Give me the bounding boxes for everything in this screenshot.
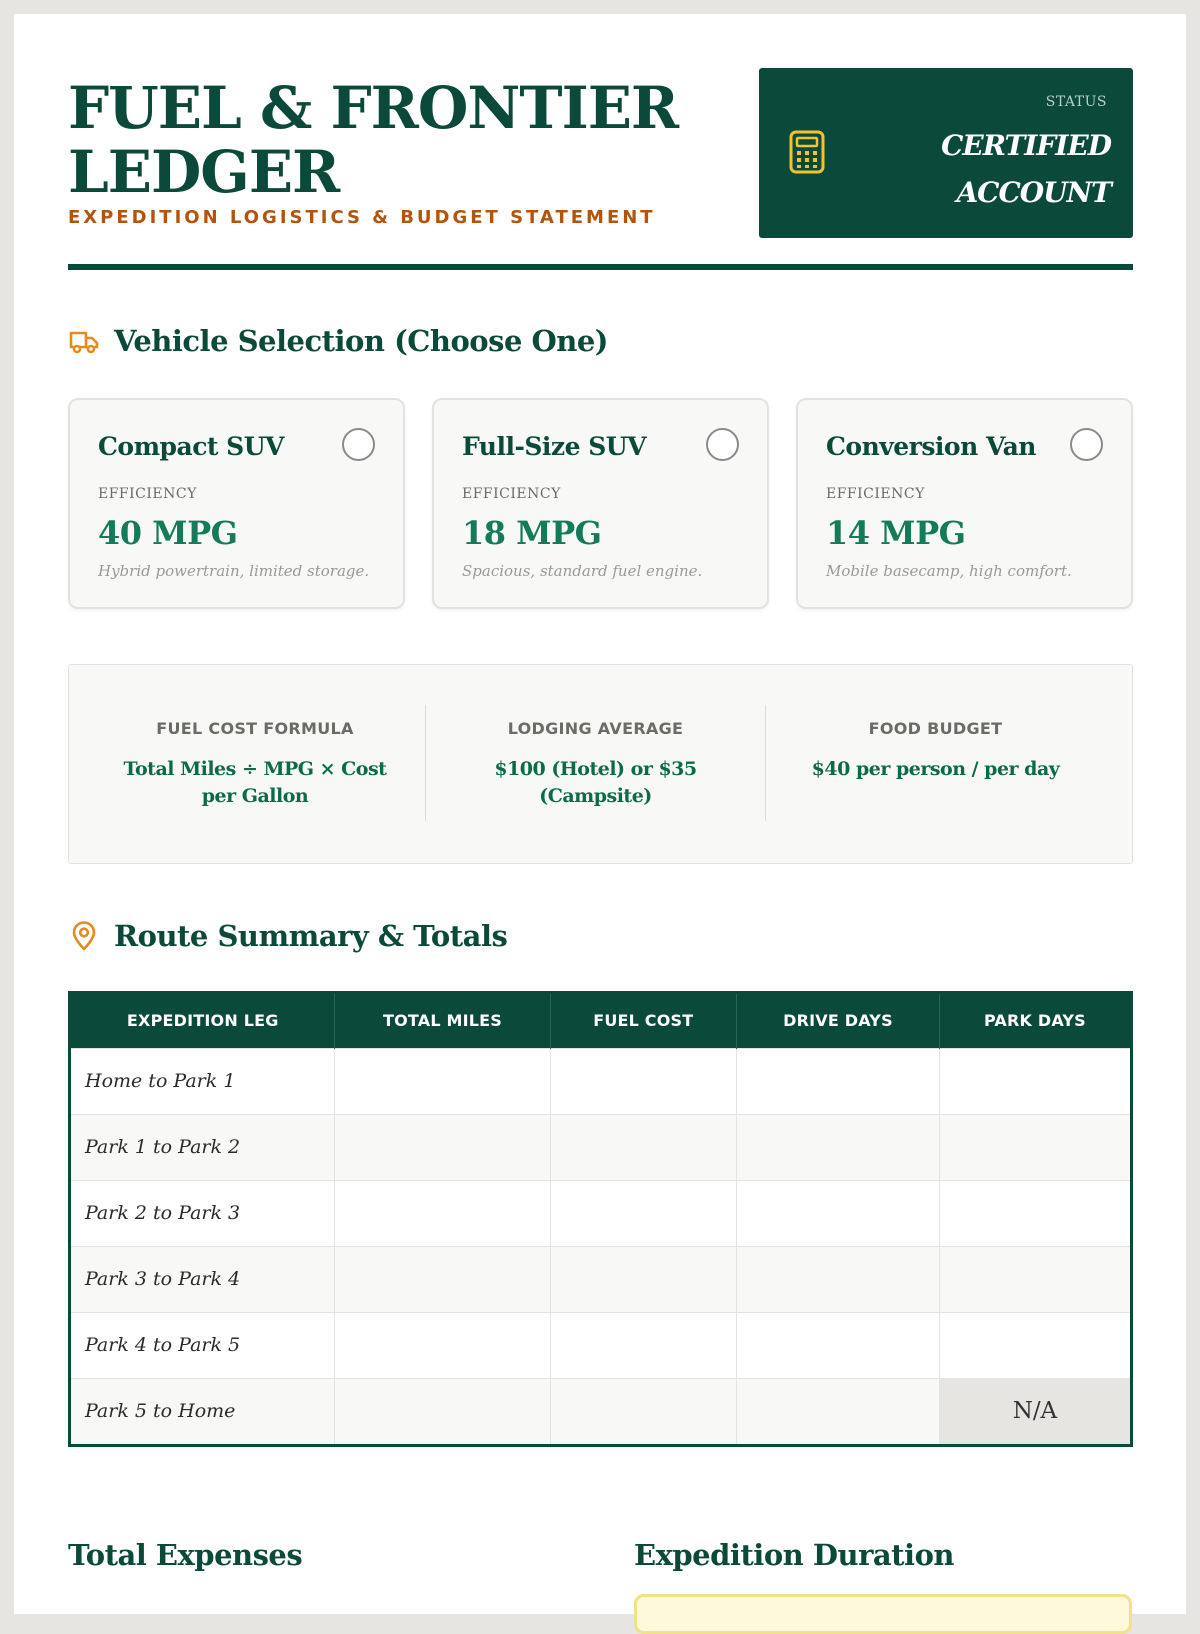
efficiency-value: 40 MPG	[98, 514, 238, 552]
park-days-cell[interactable]	[939, 1180, 1130, 1246]
formula-fuel-cost	[85, 705, 425, 821]
vehicle-description: Mobile basecamp, high comfort.	[826, 562, 1072, 580]
drive-days-cell[interactable]	[737, 1180, 940, 1246]
status-value-line-2: ACCOUNT	[956, 176, 1111, 209]
ledger-page	[14, 14, 1186, 1614]
table-row	[71, 1114, 1130, 1180]
miles-cell[interactable]	[335, 1048, 550, 1114]
truck-icon	[68, 325, 100, 357]
vehicle-section-heading	[68, 324, 608, 358]
park-days-cell[interactable]	[939, 1312, 1130, 1378]
formula-value: $40 per person / per day	[811, 758, 1060, 780]
efficiency-label: EFFICIENCY	[462, 486, 561, 502]
vehicle-radio[interactable]	[342, 428, 375, 461]
miles-cell[interactable]	[335, 1114, 550, 1180]
header-divider	[68, 264, 1133, 270]
vehicle-description: Hybrid powertrain, limited storage.	[98, 562, 370, 580]
fuel-cost-cell[interactable]	[550, 1114, 737, 1180]
formula-label: FOOD BUDGET	[868, 719, 1003, 738]
formula-lodging	[425, 705, 765, 821]
leg-cell: Park 1 to Park 2	[71, 1114, 335, 1180]
miles-cell[interactable]	[335, 1180, 550, 1246]
vehicle-card-full-size-suv[interactable]	[432, 398, 769, 609]
total-expenses-heading: Total Expenses	[68, 1538, 303, 1572]
miles-cell[interactable]	[335, 1378, 550, 1444]
calculator-icon	[789, 130, 825, 174]
table-row	[71, 1180, 1130, 1246]
fuel-cost-cell[interactable]	[550, 1312, 737, 1378]
vehicle-radio[interactable]	[706, 428, 739, 461]
efficiency-label: EFFICIENCY	[98, 486, 197, 502]
fuel-cost-cell[interactable]	[550, 1180, 737, 1246]
vehicle-name: Compact SUV	[98, 432, 284, 461]
table-header-row	[71, 994, 1130, 1048]
drive-days-cell[interactable]	[737, 1246, 940, 1312]
park-days-cell[interactable]	[939, 1246, 1130, 1312]
status-value-line-1: CERTIFIED	[941, 129, 1111, 162]
column-header-park-days: PARK DAYS	[939, 994, 1130, 1048]
column-header-fuel-cost: FUEL COST	[550, 994, 737, 1048]
formula-panel	[68, 664, 1133, 864]
page-subtitle: EXPEDITION LOGISTICS & BUDGET STATEMENT	[68, 207, 656, 228]
table-row	[71, 1048, 1130, 1114]
formula-label: LODGING AVERAGE	[507, 719, 684, 738]
fuel-cost-cell[interactable]	[550, 1378, 737, 1444]
vehicle-card-conversion-van[interactable]	[796, 398, 1133, 609]
column-header-leg: EXPEDITION LEG	[71, 994, 335, 1048]
park-days-cell-na: N/A	[939, 1378, 1130, 1444]
map-pin-icon	[68, 920, 100, 952]
table-row	[71, 1312, 1130, 1378]
drive-days-cell[interactable]	[737, 1312, 940, 1378]
page-title	[68, 76, 708, 204]
formula-label: FUEL COST FORMULA	[156, 719, 354, 738]
drive-days-cell[interactable]	[737, 1114, 940, 1180]
route-section-heading	[68, 919, 507, 953]
vehicle-section-title: Vehicle Selection (Choose One)	[114, 324, 609, 358]
formula-value: Total Miles ÷ MPG × Cost per Gallon	[123, 758, 387, 807]
status-label: STATUS	[1045, 94, 1107, 110]
vehicle-name: Conversion Van	[826, 432, 1036, 461]
leg-cell: Park 4 to Park 5	[71, 1312, 335, 1378]
vehicle-name: Full-Size SUV	[462, 432, 646, 461]
leg-cell: Park 2 to Park 3	[71, 1180, 335, 1246]
drive-days-cell[interactable]	[737, 1048, 940, 1114]
duration-box	[634, 1594, 1132, 1634]
vehicle-radio[interactable]	[1070, 428, 1103, 461]
title-line-1: FUEL & FRONTIER	[68, 74, 679, 142]
leg-cell: Park 3 to Park 4	[71, 1246, 335, 1312]
efficiency-value: 14 MPG	[826, 514, 966, 552]
table-row	[71, 1246, 1130, 1312]
leg-cell: Park 5 to Home	[71, 1378, 335, 1444]
efficiency-label: EFFICIENCY	[826, 486, 925, 502]
title-line-2: LEDGER	[68, 138, 340, 206]
fuel-cost-cell[interactable]	[550, 1246, 737, 1312]
park-days-cell[interactable]	[939, 1114, 1130, 1180]
formula-value: $100 (Hotel) or $35 (Campsite)	[494, 758, 697, 807]
fuel-cost-cell[interactable]	[550, 1048, 737, 1114]
efficiency-value: 18 MPG	[462, 514, 602, 552]
formula-food	[765, 705, 1105, 821]
column-header-miles: TOTAL MILES	[335, 994, 550, 1048]
expedition-duration-heading: Expedition Duration	[634, 1538, 954, 1572]
status-value	[851, 122, 1111, 216]
vehicle-cards	[68, 398, 1133, 609]
status-panel	[759, 68, 1133, 238]
column-header-drive-days: DRIVE DAYS	[737, 994, 940, 1048]
leg-cell: Home to Park 1	[71, 1048, 335, 1114]
vehicle-card-compact-suv[interactable]	[68, 398, 405, 609]
drive-days-cell[interactable]	[737, 1378, 940, 1444]
vehicle-description: Spacious, standard fuel engine.	[462, 562, 703, 580]
miles-cell[interactable]	[335, 1312, 550, 1378]
miles-cell[interactable]	[335, 1246, 550, 1312]
route-table	[68, 991, 1133, 1447]
park-days-cell[interactable]	[939, 1048, 1130, 1114]
route-section-title: Route Summary & Totals	[114, 919, 508, 953]
table-row	[71, 1378, 1130, 1444]
